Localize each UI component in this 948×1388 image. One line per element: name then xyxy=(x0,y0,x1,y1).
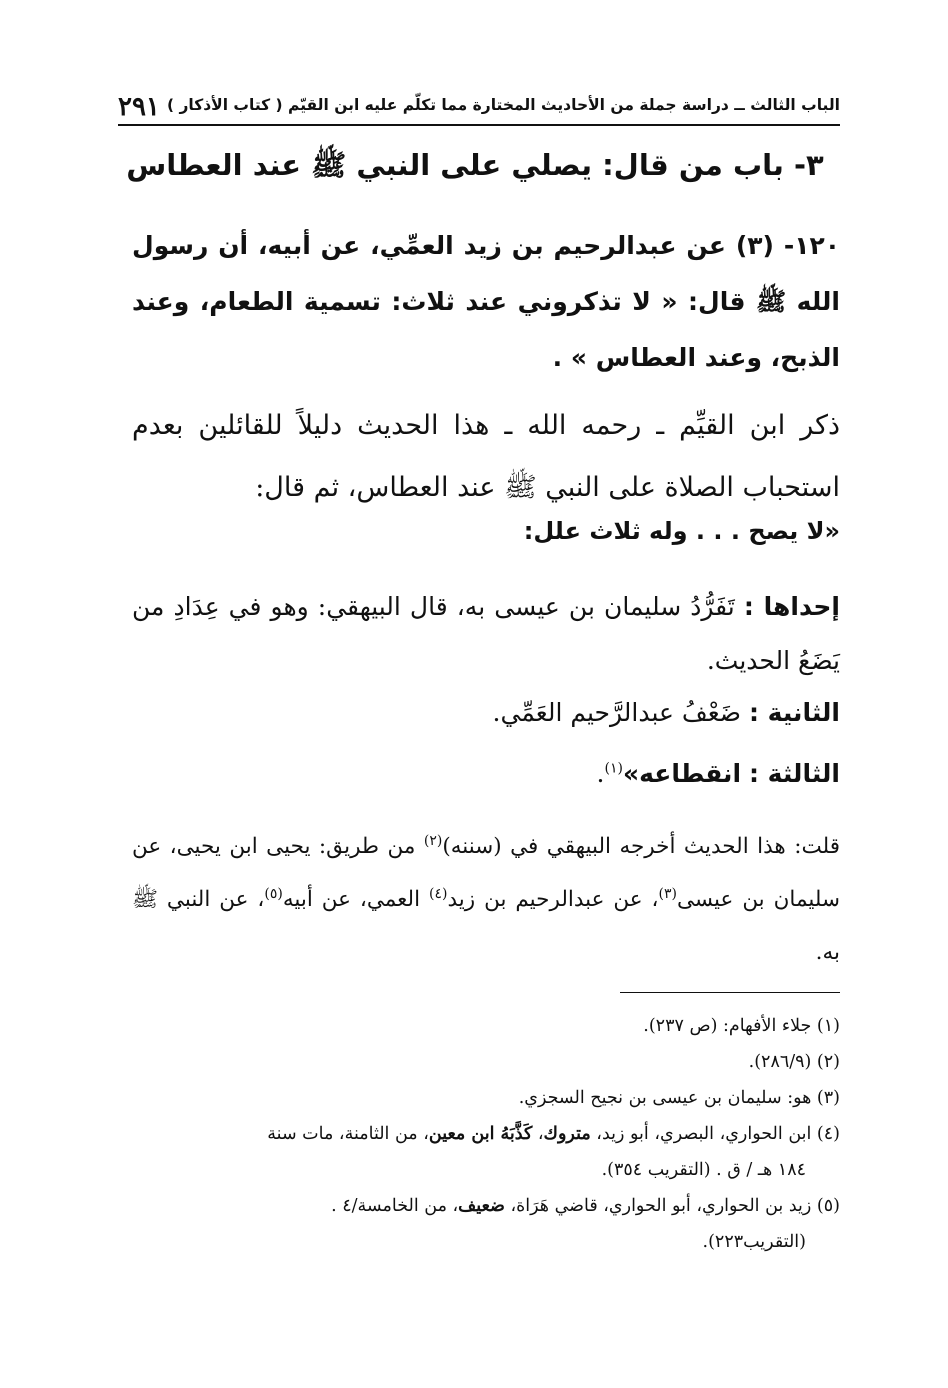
header-rule xyxy=(118,124,840,126)
footnote-5-continuation: (التقريب٢٢٣). xyxy=(702,1232,806,1252)
footnote-5-part-c: ، من الخامسة/٤ . xyxy=(331,1196,459,1216)
second-cause-text: ضَعْفُ عبدالرَّحيم العَمِّي. xyxy=(492,698,742,727)
comment-part-5: ، عن النبي ﷺ به. xyxy=(132,887,840,965)
comment-part-2: من طريق: يحيى ابن يحيى، عن سليمان بن عيسى xyxy=(132,834,840,912)
footnote-5 xyxy=(132,1188,840,1260)
footnote-4-kadhabahu: كَذَّبَهُ ابن معين xyxy=(428,1124,533,1144)
footnote-ref-1: (١) xyxy=(604,760,623,777)
footnote-ref-5: (٥) xyxy=(264,885,283,902)
footnote-3: (٣) هو: سليمان بن عيسى بن نجيح السجزي. xyxy=(518,1088,840,1108)
footnote-ref-2: (٢) xyxy=(423,832,443,849)
running-header xyxy=(118,92,840,122)
quote-intro: «لا يصح . . . وله ثلاث علل: xyxy=(523,517,840,545)
running-header-title: الباب الثالث ــ دراسة جملة من الأحاديث المختارة مما تكلّم عليه ابن القيّم ( كتاب الأذكار ) xyxy=(166,96,840,114)
footnote-4-part-c: ، xyxy=(532,1124,544,1144)
chapter-title: ٣- باب من قال: يصلي على النبي ﷺ عند العطاس xyxy=(126,148,824,182)
first-cause-text: تَفَرُّدُ سليمان بن عيسى به، قال البيهقي: وهو في عِدَادِ من يَضَعُ الحديث. xyxy=(132,592,840,675)
footnote-4-matruk: متروك xyxy=(543,1124,591,1144)
footnote-separator xyxy=(620,992,840,993)
comment-part-3: ، عن عبدالرحيم بن زيد xyxy=(447,887,659,912)
footnote-1: (١) جلاء الأفهام: (ص ٢٣٧). xyxy=(643,1016,840,1036)
footnote-4-part-a: (٤) ابن الحواري، البصري، أبو زيد، xyxy=(590,1124,840,1144)
first-cause xyxy=(132,580,840,688)
footnote-4-part-e: ، من الثامنة، مات سنة xyxy=(267,1124,429,1144)
second-cause-label: الثانية : xyxy=(748,698,840,727)
page-number: ٢٩١ xyxy=(118,92,160,122)
author-comment-paragraph xyxy=(132,820,840,979)
footnote-4 xyxy=(132,1116,840,1188)
ibn-qayyim-paragraph: ذكر ابن القيِّم ـ رحمه الله ـ هذا الحديث دليلاً للقائلين بعدم استحباب الصلاة على النبي ﷺ عند العطاس، ثم قال: xyxy=(132,410,840,503)
second-cause xyxy=(132,686,840,740)
footnotes xyxy=(132,1008,840,1260)
footnote-5-part-a: (٥) زيد بن الحواري، أبو الحواري، قاضي هَرَاة، xyxy=(504,1196,840,1216)
comment-part-1: قلت: هذا الحديث أخرجه البيهقي في (سننه) xyxy=(442,834,840,859)
footnote-ref-3: (٣) xyxy=(658,885,677,902)
footnote-5-daif: ضعيف xyxy=(458,1196,505,1216)
hadith-text: ١٢٠- (٣) عن عبدالرحيم بن زيد العمِّي، عن أبيه، أن رسول الله ﷺ قال: « لا تذكروني عند ثلاث: تسمية الطعام، وعند الذبح، وعند العطاس » . xyxy=(132,231,840,372)
footnote-ref-4: (٤) xyxy=(429,885,448,902)
footnote-2: (٢) (٢٨٦/٩). xyxy=(748,1052,840,1072)
third-cause-label: الثالثة : xyxy=(748,759,840,788)
third-cause xyxy=(132,747,840,801)
footnote-4-continuation: ١٨٤ هـ / ق . (التقريب ٣٥٤). xyxy=(601,1160,806,1180)
third-cause-end: . xyxy=(596,759,605,788)
third-cause-text: انقطاعه» xyxy=(622,759,742,788)
comment-part-4: العمي، عن أبيه xyxy=(282,887,430,912)
first-cause-label: إحداها : xyxy=(743,592,840,621)
